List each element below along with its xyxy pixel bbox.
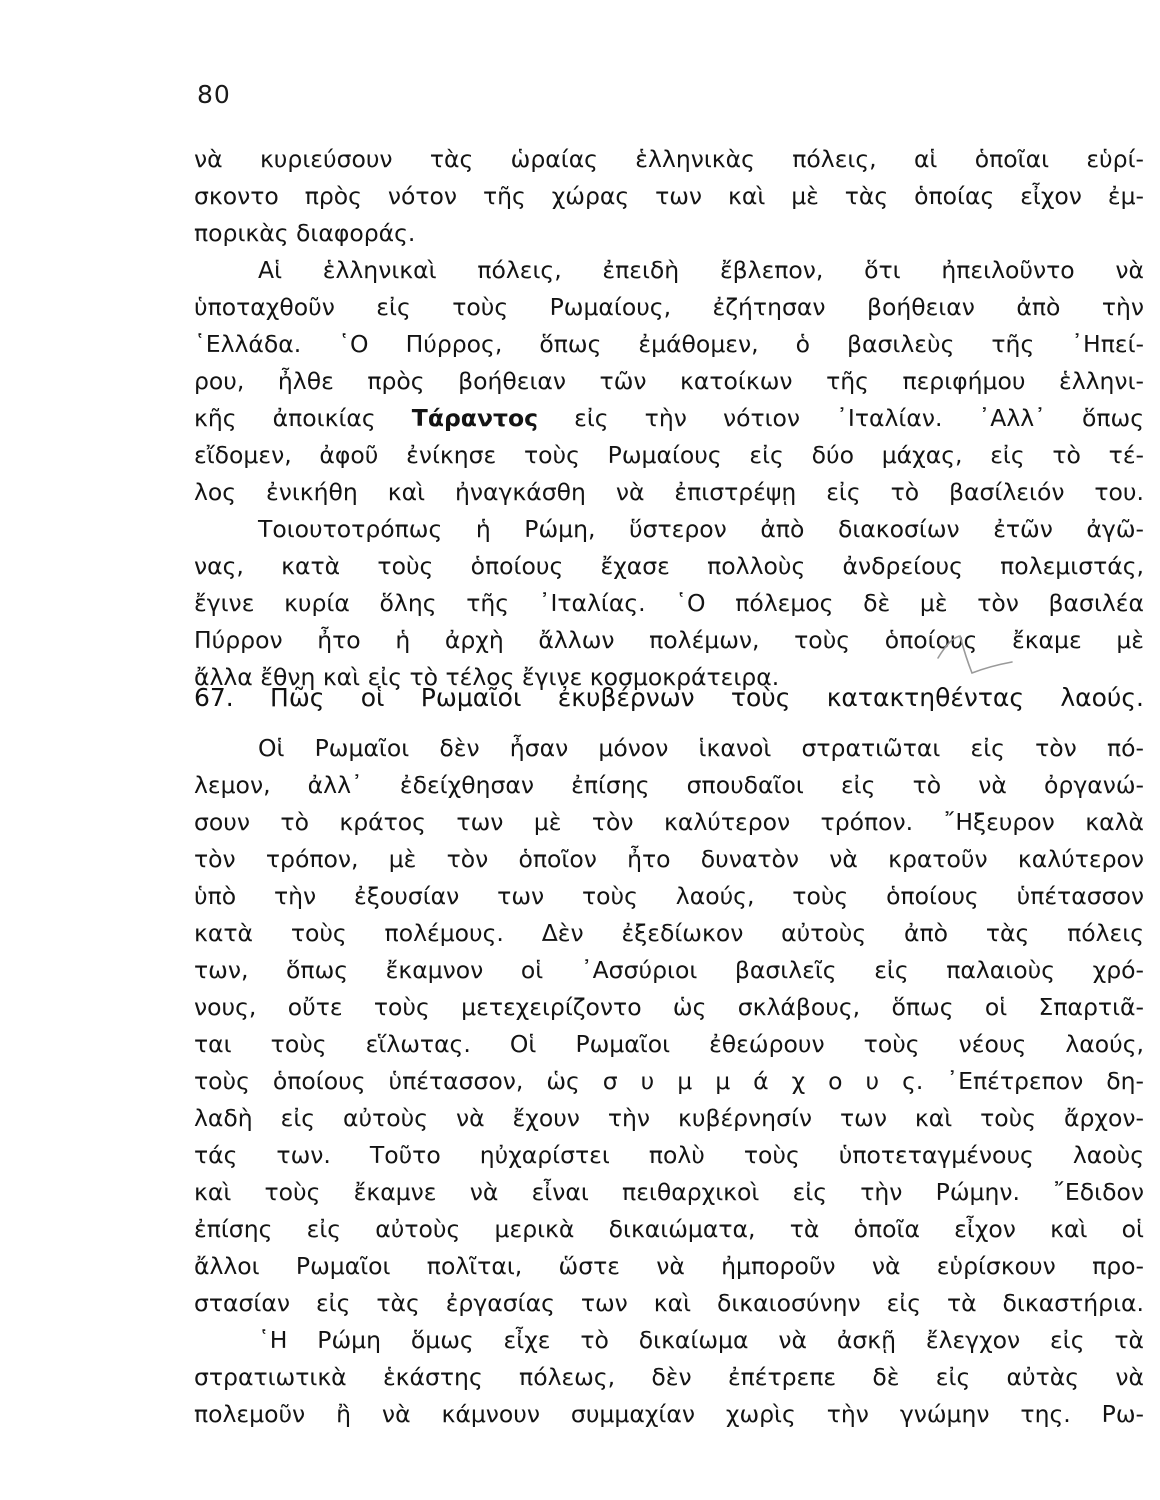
text-line: νους, οὔτε τοὺς μετεχειρίζοντο ὡς σκλάβους, ὅπως οἱ Σπαρτιᾶ-: [194, 993, 1144, 1021]
text-line: λος ἐνικήθη καὶ ἠναγκάσθη νὰ ἐπιστρέψῃ εἰς τὸ βασίλειόν του.: [194, 478, 1144, 506]
text-line: λαδὴ εἰς αὐτοὺς νὰ ἔχουν τὴν κυβέρνησίν των καὶ τοὺς ἄρχον-: [194, 1104, 1144, 1132]
text-line: νὰ κυριεύσουν τὰς ὡραίας ἑλληνικὰς πόλεις, αἱ ὁποῖαι εὑρί-: [194, 145, 1144, 173]
text-line: λεμον, ἀλλ᾿ ἐδείχθησαν ἐπίσης σπουδαῖοι εἰς τὸ νὰ ὀργανώ-: [194, 771, 1144, 799]
text-line: ται τοὺς εἵλωτας. Οἱ Ρωμαῖοι ἐθεώρουν τοὺς νέους λαούς,: [194, 1030, 1144, 1058]
text-segment: κῆς ἀποικίας: [194, 404, 412, 432]
text-line: Τοιουτοτρόπως ἡ Ρώμη, ὕστερον ἀπὸ διακοσίων ἐτῶν ἀγῶ-: [258, 515, 1144, 543]
text-line: νας, κατὰ τοὺς ὁποίους ἔχασε πολλοὺς ἀνδρείους πολεμιστάς,: [194, 552, 1144, 580]
text-segment: εἰς τὴν νότιον ᾿Ιταλίαν. ᾿Αλλ᾿ ὅπως: [538, 404, 1145, 432]
text-line: Οἱ Ρωμαῖοι δὲν ἦσαν μόνον ἱκανοὶ στρατιῶται εἰς τὸν πό-: [258, 734, 1144, 762]
text-line: ρου, ἦλθε πρὸς βοήθειαν τῶν κατοίκων τῆς περιφήμου ἑλληνι-: [194, 367, 1144, 395]
text-line: εἴδομεν, ἀφοῦ ἐνίκησε τοὺς Ρωμαίους εἰς δύο μάχας, εἰς τὸ τέ-: [194, 441, 1144, 469]
section-heading: 67. Πῶς οἱ Ρωμαῖοι ἐκυβέρνων τοὺς κατακτηθέντας λαούς.: [194, 683, 1144, 712]
text-line: πορικὰς διαφοράς.: [194, 219, 416, 247]
text-line: σουν τὸ κράτος των μὲ τὸν καλύτερον τρόπον. ῎Ηξευρον καλὰ: [194, 808, 1144, 836]
text-line: σκοντο πρὸς νότον τῆς χώρας των καὶ μὲ τὰς ὁποίας εἶχον ἐμ-: [194, 182, 1144, 210]
text-line: των, ὅπως ἔκαμνον οἱ ᾿Ασσύριοι βασιλεῖς εἰς παλαιοὺς χρό-: [194, 956, 1144, 984]
text-line: ὑποταχθοῦν εἰς τοὺς Ρωμαίους, ἐζήτησαν βοήθειαν ἀπὸ τὴν: [194, 293, 1144, 321]
text-line: τοὺς ὁποίους ὑπέτασσον, ὡς σ υ μ μ ά χ ο υ ς. ᾿Επέτρεπον δη-: [194, 1067, 1144, 1095]
text-line: ὑπὸ τὴν ἐξουσίαν των τοὺς λαούς, τοὺς ὁποίους ὑπέτασσον: [194, 882, 1144, 910]
text-line: ἔγινε κυρία ὅλης τῆς ᾿Ιταλίας. ῾Ο πόλεμος δὲ μὲ τὸν βασιλέα: [194, 589, 1144, 617]
text-line: πολεμοῦν ἢ νὰ κάμνουν συμμαχίαν χωρὶς τὴν γνώμην της. Ρω-: [194, 1400, 1144, 1428]
page-number: 80: [197, 80, 231, 109]
text-line: τάς των. Τοῦτο ηὐχαρίστει πολὺ τοὺς ὑποτεταγμένους λαοὺς: [194, 1141, 1144, 1169]
text-line: καὶ τοὺς ἔκαμνε νὰ εἶναι πειθαρχικοὶ εἰς τὴν Ρώμην. ῎Εδιδον: [194, 1178, 1144, 1206]
text-line: ἐπίσης εἰς αὐτοὺς μερικὰ δικαιώματα, τὰ ὁποῖα εἶχον καὶ οἱ: [194, 1215, 1144, 1243]
text-line: ῾Ελλάδα. ῾Ο Πύρρος, ὅπως ἐμάθομεν, ὁ βασιλεὺς τῆς ᾿Ηπεί-: [194, 330, 1144, 358]
text-line: Πύρρον ἦτο ἡ ἀρχὴ ἄλλων πολέμων, τοὺς ὁποίους ἔκαμε μὲ: [194, 626, 1144, 654]
text-line: ἄλλοι Ρωμαῖοι πολῖται, ὥστε νὰ ἠμποροῦν νὰ εὑρίσκουν προ-: [194, 1252, 1144, 1280]
text-line: τὸν τρόπον, μὲ τὸν ὁποῖον ἦτο δυνατὸν νὰ κρατοῦν καλύτερον: [194, 845, 1144, 873]
text-line: κατὰ τοὺς πολέμους. Δὲν ἐξεδίωκον αὐτοὺς ἀπὸ τὰς πόλεις: [194, 919, 1144, 947]
text-line: στρατιωτικὰ ἑκάστης πόλεως, δὲν ἐπέτρεπε δὲ εἰς αὐτὰς νὰ: [194, 1363, 1144, 1391]
bold-place-name: Τάραντος: [411, 404, 539, 432]
pen-mark-icon: [920, 628, 1020, 688]
text-line: στασίαν εἰς τὰς ἐργασίας των καὶ δικαιοσύνην εἰς τὰ δικαστήρια.: [194, 1289, 1144, 1317]
text-line: ῾Η Ρώμη ὅμως εἶχε τὸ δικαίωμα νὰ ἀσκῇ ἔλεγχον εἰς τὰ: [258, 1326, 1144, 1354]
text-line: ἄλλα ἔθνη καὶ εἰς τὸ τέλος ἔγινε κοσμοκράτειρα.: [194, 663, 780, 691]
text-line: [194, 402, 1144, 434]
text-line: Αἱ ἑλληνικαὶ πόλεις, ἐπειδὴ ἔβλεπον, ὅτι ἠπειλοῦντο νὰ: [258, 256, 1144, 284]
